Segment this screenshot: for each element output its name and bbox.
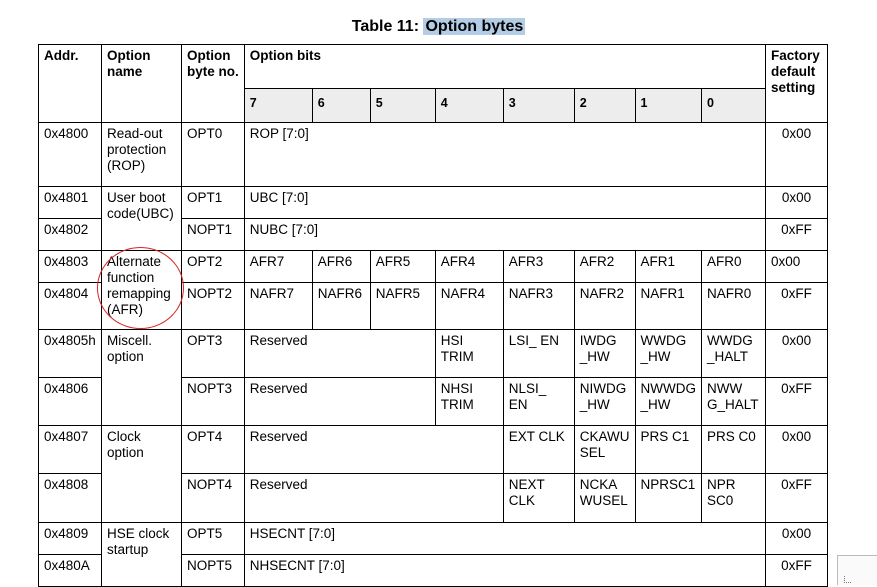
factory-default-cell: 0x00 bbox=[766, 330, 828, 378]
factory-default-cell: 0x00 bbox=[766, 123, 828, 187]
bit-cell: NAFR1 bbox=[635, 283, 701, 330]
bit-cell: NAFR5 bbox=[370, 283, 435, 330]
option-byte-cell: NOPT3 bbox=[182, 378, 245, 426]
bit-cell: NWWDG _HW bbox=[635, 378, 701, 426]
bit-cell: NCKA WUSEL bbox=[574, 474, 635, 523]
table-row bbox=[39, 426, 828, 474]
factory-default-cell: 0x00 bbox=[766, 187, 828, 219]
header-row bbox=[39, 45, 828, 89]
bit-7-header: 7 bbox=[244, 89, 312, 123]
header-addr: Addr. bbox=[39, 45, 102, 123]
table-title-highlight: Option bytes bbox=[425, 18, 524, 35]
table-row bbox=[39, 123, 828, 187]
option-bits-cell: UBC [7:0] bbox=[244, 187, 765, 219]
bit-cell: NWW G_HALT bbox=[702, 378, 766, 426]
option-byte-cell: OPT1 bbox=[182, 187, 245, 219]
bit-cell: AFR6 bbox=[312, 251, 370, 283]
option-byte-cell: OPT3 bbox=[182, 330, 245, 378]
option-byte-cell: NOPT4 bbox=[182, 474, 245, 523]
bit-1-header: 1 bbox=[635, 89, 701, 123]
reserved-cell: Reserved bbox=[244, 378, 435, 426]
option-bits-cell: NHSECNT [7:0] bbox=[244, 555, 765, 587]
bit-cell: NAFR3 bbox=[503, 283, 574, 330]
option-byte-cell: NOPT1 bbox=[182, 219, 245, 251]
bit-4-header: 4 bbox=[435, 89, 503, 123]
header-option-name: Option name bbox=[102, 45, 182, 123]
bit-cell: AFR2 bbox=[574, 251, 635, 283]
addr-cell: 0x480A bbox=[39, 555, 102, 587]
option-bytes-table bbox=[38, 44, 828, 587]
bit-cell: NLSI_ EN bbox=[503, 378, 574, 426]
addr-cell: 0x4806 bbox=[39, 378, 102, 426]
bit-cell: NPRSC1 bbox=[635, 474, 701, 523]
header-factory-default: Factory default setting bbox=[766, 45, 828, 123]
addr-cell: 0x4801 bbox=[39, 187, 102, 219]
bit-6-header: 6 bbox=[312, 89, 370, 123]
addr-cell: 0x4809 bbox=[39, 523, 102, 555]
option-name-cell: Clock option bbox=[102, 426, 182, 523]
bit-cell: WWDG _HALT bbox=[702, 330, 766, 378]
factory-default-cell: 0x00 bbox=[766, 251, 828, 283]
option-bits-cell: HSECNT [7:0] bbox=[244, 523, 765, 555]
bit-cell: AFR5 bbox=[370, 251, 435, 283]
header-option-byte-no: Option byte no. bbox=[182, 45, 245, 123]
bit-cell: EXT CLK bbox=[503, 426, 574, 474]
bit-2-header: 2 bbox=[574, 89, 635, 123]
option-byte-cell: OPT4 bbox=[182, 426, 245, 474]
bit-cell: HSI TRIM bbox=[435, 330, 503, 378]
addr-cell: 0x4807 bbox=[39, 426, 102, 474]
bit-3-header: 3 bbox=[503, 89, 574, 123]
bit-cell: AFR4 bbox=[435, 251, 503, 283]
table-row bbox=[39, 523, 828, 555]
bit-0-header: 0 bbox=[702, 89, 766, 123]
addr-cell: 0x4803 bbox=[39, 251, 102, 283]
bit-cell: NAFR4 bbox=[435, 283, 503, 330]
bit-cell: IWDG _HW bbox=[574, 330, 635, 378]
reserved-cell: Reserved bbox=[244, 330, 435, 378]
addr-cell: 0x4800 bbox=[39, 123, 102, 187]
option-byte-cell: NOPT5 bbox=[182, 555, 245, 587]
table-row bbox=[39, 330, 828, 378]
option-byte-cell: OPT2 bbox=[182, 251, 245, 283]
addr-cell: 0x4804 bbox=[39, 283, 102, 330]
header-option-bits: Option bits bbox=[244, 45, 765, 89]
bit-cell: AFR1 bbox=[635, 251, 701, 283]
option-name-cell: Read-out protection (ROP) bbox=[102, 123, 182, 187]
option-name-cell: HSE clock startup bbox=[102, 523, 182, 587]
table-row bbox=[39, 251, 828, 283]
bit-cell: AFR0 bbox=[702, 251, 766, 283]
factory-default-cell: 0x00 bbox=[766, 426, 828, 474]
corner-widget bbox=[837, 555, 877, 585]
option-byte-cell: OPT0 bbox=[182, 123, 245, 187]
option-bits-cell: NUBC [7:0] bbox=[244, 219, 765, 251]
factory-default-cell: 0xFF bbox=[766, 474, 828, 523]
factory-default-cell: 0x00 bbox=[766, 523, 828, 555]
factory-default-cell: 0xFF bbox=[766, 378, 828, 426]
option-name-cell: User boot code(UBC) bbox=[102, 187, 182, 251]
bit-cell: CKAWU SEL bbox=[574, 426, 635, 474]
factory-default-cell: 0xFF bbox=[766, 555, 828, 587]
bit-cell: LSI_ EN bbox=[503, 330, 574, 378]
bit-cell: NAFR0 bbox=[702, 283, 766, 330]
bit-cell: NPR SC0 bbox=[702, 474, 766, 523]
bit-cell: PRS C1 bbox=[635, 426, 701, 474]
option-byte-cell: NOPT2 bbox=[182, 283, 245, 330]
bit-cell: NAFR7 bbox=[244, 283, 312, 330]
option-name-cell: Alternate function remapping (AFR) bbox=[102, 251, 182, 330]
bit-cell: AFR3 bbox=[503, 251, 574, 283]
addr-cell: 0x4808 bbox=[39, 474, 102, 523]
bit-5-header: 5 bbox=[370, 89, 435, 123]
factory-default-cell: 0xFF bbox=[766, 283, 828, 330]
option-name-cell: Miscell. option bbox=[102, 330, 182, 426]
reserved-cell: Reserved bbox=[244, 474, 503, 523]
bit-cell: NHSI TRIM bbox=[435, 378, 503, 426]
resize-grip-icon bbox=[844, 576, 851, 583]
addr-cell: 0x4802 bbox=[39, 219, 102, 251]
reserved-cell: Reserved bbox=[244, 426, 503, 474]
table-row bbox=[39, 187, 828, 219]
bit-cell: WWDG _HW bbox=[635, 330, 701, 378]
bit-cell: NAFR6 bbox=[312, 283, 370, 330]
option-byte-cell: OPT5 bbox=[182, 523, 245, 555]
bit-cell: AFR7 bbox=[244, 251, 312, 283]
table-title bbox=[0, 16, 877, 38]
factory-default-cell: 0xFF bbox=[766, 219, 828, 251]
bit-cell: NAFR2 bbox=[574, 283, 635, 330]
option-bits-cell: ROP [7:0] bbox=[244, 123, 765, 187]
bit-cell: NIWDG _HW bbox=[574, 378, 635, 426]
addr-cell: 0x4805h bbox=[39, 330, 102, 378]
table-title-prefix: Table 11: bbox=[351, 18, 424, 35]
bit-cell: NEXT CLK bbox=[503, 474, 574, 523]
bit-cell: PRS C0 bbox=[702, 426, 766, 474]
